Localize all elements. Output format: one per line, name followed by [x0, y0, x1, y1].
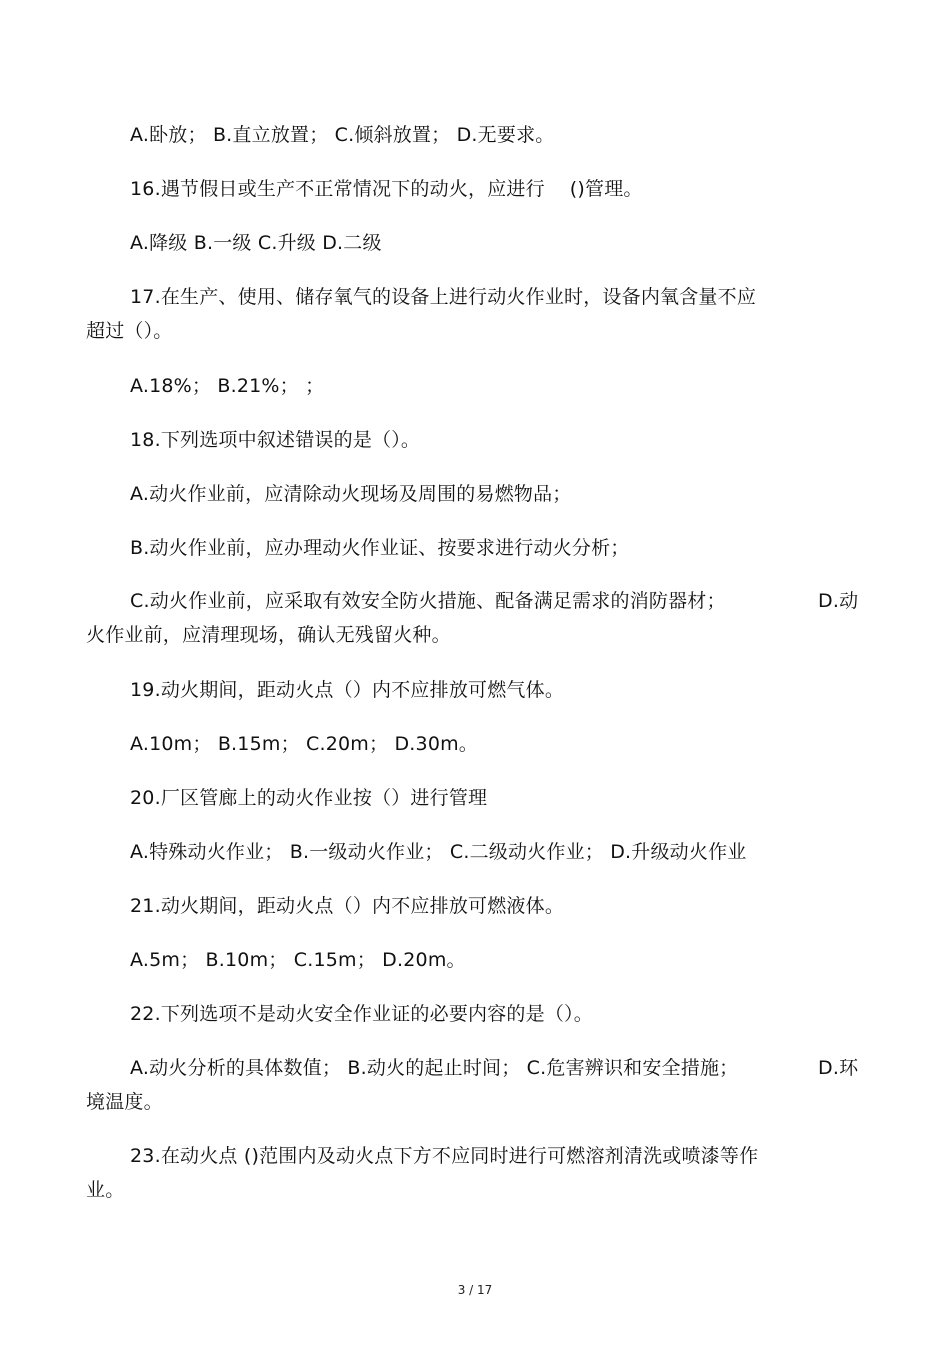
- option-d-q18-start: D.动: [818, 590, 859, 612]
- question-23-line2: 业。: [86, 1179, 125, 1201]
- option-line-q19: A.10m； B.15m； C.20m； D.30m。: [130, 733, 479, 755]
- option-a-q18: A.动火作业前，应清除动火现场及周围的易燃物品；: [130, 483, 572, 505]
- option-cd-q18-line1: [0, 584, 950, 618]
- option-line-q17: A.18%； B.21%； ；: [130, 375, 325, 397]
- option-d-q22-continued: 境温度。: [86, 1091, 163, 1113]
- question-18: 18.下列选项中叙述错误的是（）。: [130, 429, 421, 451]
- option-line-q22-line1: [0, 1051, 950, 1085]
- question-17-line1: 17.在生产、使用、储存氧气的设备上进行动火作业时，设备内氧含量不应: [130, 286, 757, 308]
- question-23-line1: 23.在动火点 ()范围内及动火点下方不应同时进行可燃溶剂清洗或喷漆等作: [130, 1145, 759, 1167]
- option-line-q16: A.降级 B.一级 C.升级 D.二级: [130, 232, 382, 254]
- option-line-q22: [0, 1051, 950, 1119]
- option-line-q21: A.5m； B.10m； C.15m； D.20m。: [130, 949, 466, 971]
- question-19: 19.动火期间，距动火点（）内不应排放可燃气体。: [130, 679, 565, 701]
- question-21: 21.动火期间，距动火点（）内不应排放可燃液体。: [130, 895, 565, 917]
- option-d-q22-start: D.环: [818, 1057, 859, 1079]
- question-16: 16.遇节假日或生产不正常情况下的动火，应进行 ()管理。: [130, 178, 643, 200]
- question-23: [0, 1139, 950, 1207]
- question-22: 22.下列选项不是动火安全作业证的必要内容的是（）。: [130, 1003, 593, 1025]
- option-b-q18: B.动火作业前，应办理动火作业证、按要求进行动火分析；: [130, 537, 630, 559]
- question-17-line2: 超过（）。: [86, 320, 173, 342]
- question-20: 20.厂区管廊上的动火作业按（）进行管理: [130, 787, 488, 809]
- option-line-q15: A.卧放； B.直立放置； C.倾斜放置； D.无要求。: [130, 124, 555, 146]
- question-17: [0, 280, 950, 348]
- option-d-q18-continued: 火作业前，应清理现场，确认无残留火种。: [86, 624, 451, 646]
- option-abc-q22: A.动火分析的具体数值； B.动火的起止时间； C.危害辨识和安全措施；: [130, 1057, 739, 1079]
- option-line-q20: A.特殊动火作业； B.一级动火作业； C.二级动火作业； D.升级动火作业: [130, 841, 747, 863]
- option-c-q18: C.动火作业前，应采取有效安全防火措施、配备满足需求的消防器材；: [130, 590, 726, 612]
- option-cd-q18: [0, 584, 950, 652]
- page-number: 3 / 17: [457, 1283, 493, 1297]
